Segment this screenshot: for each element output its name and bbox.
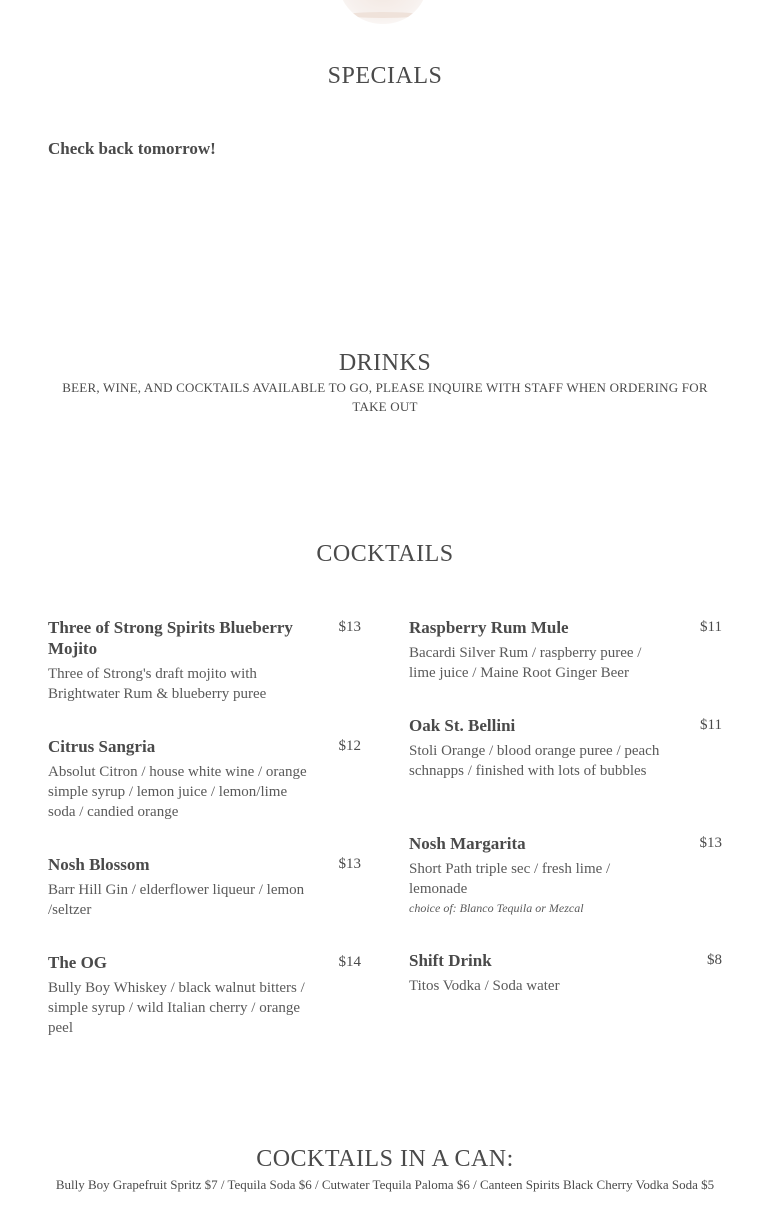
item-price: $13 — [338, 619, 361, 635]
item-description: Short Path triple sec / fresh lime / lemonade — [409, 861, 611, 897]
item-name: The OG — [48, 953, 108, 972]
item-name: Raspberry Rum Mule — [409, 618, 569, 637]
item-name: Shift Drink — [409, 951, 492, 970]
item-name: Oak St. Bellini — [409, 716, 516, 735]
item-name: Three of Strong Spirits Blueberry Mojito — [48, 618, 293, 658]
item-price: $13 — [699, 835, 722, 851]
menu-item — [48, 736, 361, 826]
drinks-heading: DRINKS — [338, 350, 432, 376]
item-description: Bully Boy Whiskey / black walnut bitters / simple syrup / wild Italian cherry / orange peel — [48, 980, 305, 1036]
item-price: $11 — [700, 619, 722, 635]
specials-text: Check back tomorrow! — [48, 139, 216, 158]
cocktails-in-a-can-list: Bully Boy Grapefruit Spritz $7 / Tequila Soda $6 / Cutwater Tequila Paloma $6 / Canteen Spirits Black Cherry Vodka Soda $5 — [55, 1177, 715, 1192]
drink-glass-icon — [338, 0, 428, 24]
glass-rim — [346, 12, 420, 18]
item-name: Citrus Sangria — [48, 737, 156, 756]
cocktails-in-a-can-heading: COCKTAILS IN A CAN: — [256, 1146, 514, 1172]
item-price: $11 — [700, 717, 722, 733]
item-price: $14 — [338, 954, 361, 970]
drinks-subtitle: BEER, WINE, AND COCKTAILS AVAILABLE TO GO, PLEASE INQUIRE WITH STAFF WHEN ORDERING FOR TAKE OUT — [62, 380, 708, 414]
item-description: Three of Strong's draft mojito with Brightwater Rum & blueberry puree — [48, 666, 267, 702]
item-name: Nosh Blossom — [48, 855, 150, 874]
specials-heading: SPECIALS — [327, 63, 443, 89]
item-note: choice of: Blanco Tequila or Mezcal — [409, 901, 584, 915]
menu-item — [409, 833, 722, 923]
item-price: $12 — [338, 738, 361, 754]
item-description: Stoli Orange / blood orange puree / peach schnapps / finished with lots of bubbles — [409, 743, 660, 779]
item-description: Absolut Citron / house white wine / orange simple syrup / lemon juice / lemon/lime soda / candied orange — [48, 764, 307, 820]
menu-item — [409, 950, 722, 1000]
item-name: Nosh Margarita — [409, 834, 526, 853]
cocktails-heading: COCKTAILS — [316, 541, 454, 567]
item-description: Titos Vodka / Soda water — [409, 978, 560, 994]
menu-item — [48, 952, 361, 1042]
menu-item — [48, 617, 361, 707]
item-description: Barr Hill Gin / elderflower liqueur / lemon /seltzer — [48, 882, 305, 918]
menu-item — [48, 854, 361, 924]
item-price: $8 — [707, 952, 722, 968]
menu-item — [409, 715, 722, 805]
item-description: Bacardi Silver Rum / raspberry puree / lime juice / Maine Root Ginger Beer — [409, 645, 642, 681]
item-price: $13 — [338, 856, 361, 872]
menu-item — [409, 617, 722, 687]
